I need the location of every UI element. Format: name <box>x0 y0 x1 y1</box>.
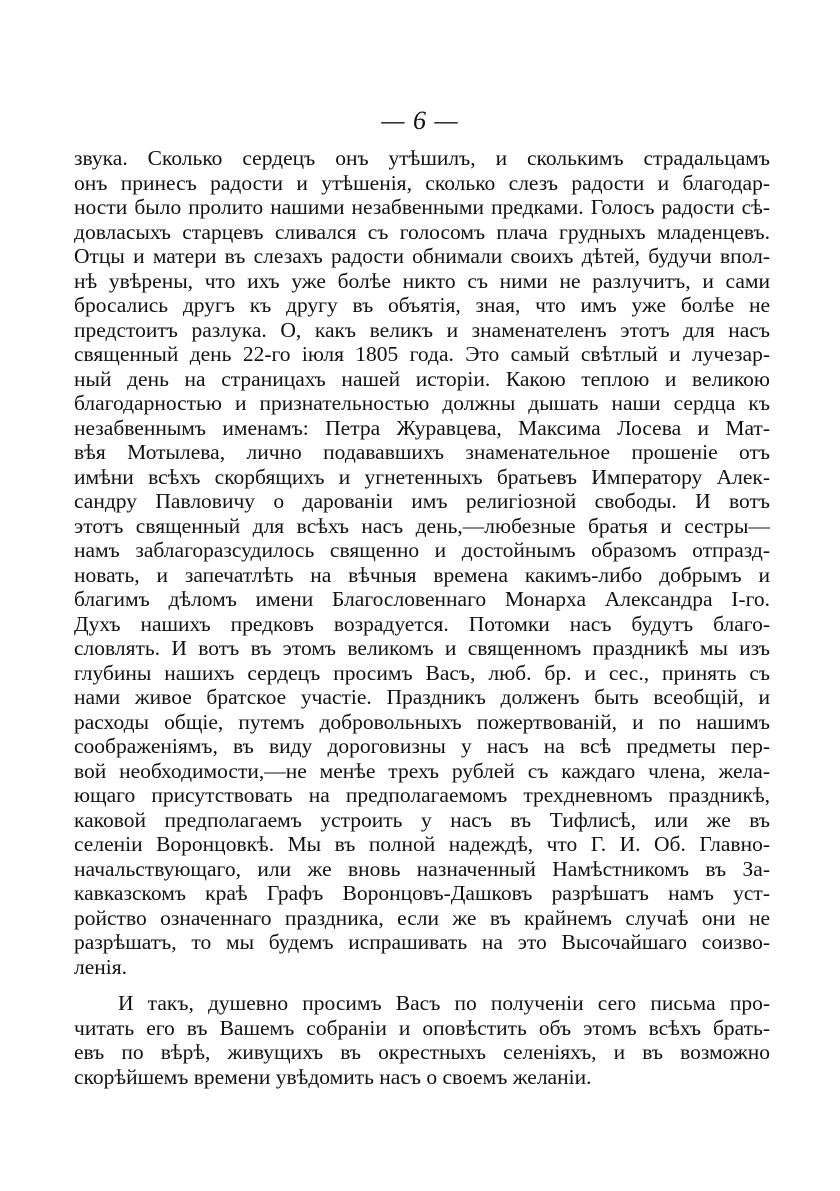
text-line: разрѣшатъ, то мы будемъ испрашивать на это Высочайшаго соизво- <box>74 930 770 954</box>
text-line: вѣя Мотылева, лично подававшихъ знаменательное прошеніе отъ <box>74 440 770 464</box>
text-line: скорѣйшемъ времени увѣдомить насъ о своемъ желаніи. <box>74 1064 592 1089</box>
text-line: бросались другъ къ другу въ объятія, зная, что имъ уже болѣе не <box>74 293 770 317</box>
text-line: каковой предполагаемъ устроить у насъ въ Тифлисѣ, или же въ <box>74 807 770 832</box>
text-line: незабвеннымъ именамъ: Петра Журавцева, Максима Лосева и Мат- <box>74 415 770 440</box>
text-line: читать его въ Вашемъ собраніи и оповѣстить объ этомъ всѣхъ брать- <box>74 1015 770 1040</box>
text-line: Отцы и матери въ слезахъ радости обнимали своихъ дѣтей, будучи впол- <box>74 244 770 268</box>
text-line: ности было пролито нашими незабвенными предками. Голосъ радости сѣ- <box>74 195 770 219</box>
paragraph-2 <box>74 991 770 1089</box>
paragraph-1 <box>74 146 770 979</box>
text-line: новать, и запечатлѣть на вѣчныя времена какимъ-либо добрымъ и <box>74 562 770 587</box>
text-line: имѣни всѣхъ скорбящихъ и угнетенныхъ братьевъ Императору Алек- <box>74 464 770 489</box>
text-line: намъ заблагоразсудилось священно и достойнымъ образомъ отпразд- <box>74 538 770 562</box>
text-line: сандру Павловичу о дарованіи имъ религіозной свободы. И вотъ <box>74 489 770 513</box>
text-line: онъ принесъ радости и утѣшенія, сколько слезъ радости и благодар- <box>74 170 770 195</box>
text-line: глубины нашихъ сердецъ просимъ Васъ, люб. бр. и сес., принять съ <box>74 660 770 685</box>
text-line: евъ по вѣрѣ, живущихъ въ окрестныхъ селеніяхъ, и въ возможно <box>74 1040 770 1064</box>
text-line: священный день 22-го іюля 1805 года. Это самый свѣтлый и лучезар- <box>74 342 770 366</box>
text-line: Духъ нашихъ предковъ возрадуется. Потомки насъ будутъ благо- <box>74 611 770 636</box>
text-line: ройство означеннаго праздника, если же въ крайнемъ случаѣ они не <box>74 905 770 930</box>
text-line: благимъ дѣломъ имени Благословеннаго Монарха Александра I-го. <box>74 587 770 611</box>
text-line: благодарностью и признательностью должны дышать наши сердца къ <box>74 391 770 415</box>
text-line: расходы общіе, путемъ добровольныхъ пожертвованій, и по нашимъ <box>74 709 770 734</box>
text-line: предстоитъ разлука. О, какъ великъ и знаменателенъ этотъ для насъ <box>74 317 770 342</box>
text-line: нѣ увѣрены, что ихъ уже болѣе никто съ ними не разлучитъ, и сами <box>74 268 770 293</box>
paragraph-gap <box>74 979 770 991</box>
page-number: — 6 — <box>381 106 459 135</box>
text-line: И такъ, душевно просимъ Васъ по полученіи сего письма про- <box>118 991 770 1015</box>
text-line: соображеніямъ, въ виду дороговизны у насъ на всѣ предметы пер- <box>74 734 770 758</box>
text-line: ный день на страницахъ нашей исторіи. Какою теплою и великою <box>74 366 770 391</box>
text-line: довласыхъ старцевъ сливался съ голосомъ плача грудныхъ младенцевъ. <box>74 219 770 244</box>
text-line: ющаго присутствовать на предполагаемомъ трехдневномъ праздникѣ, <box>74 783 770 807</box>
text-line: звука. Сколько сердецъ онъ утѣшилъ, и сколькимъ страдальцамъ <box>74 146 770 170</box>
text-line: кавказскомъ краѣ Графъ Воронцовъ-Дашковъ разрѣшатъ намъ уст- <box>74 881 770 905</box>
text-line: этотъ священный для всѣхъ насъ день,—любезные братья и сестры— <box>74 513 770 538</box>
text-line: селеніи Воронцовкѣ. Мы въ полной надеждѣ, что Г. И. Об. Главно- <box>74 832 770 856</box>
text-line: начальствующаго, или же вновь назначенный Намѣстникомъ въ За- <box>74 856 770 881</box>
text-line: словлять. И вотъ въ этомъ великомъ и священномъ праздникѣ мы изъ <box>74 636 770 660</box>
text-line: ленія. <box>74 954 128 979</box>
text-line: нами живое братское участіе. Праздникъ долженъ быть всеобщій, и <box>74 685 770 709</box>
body-text <box>74 146 770 1089</box>
text-line: вой необходимости,—не менѣе трехъ рублей съ каждаго члена, жела- <box>74 758 770 783</box>
